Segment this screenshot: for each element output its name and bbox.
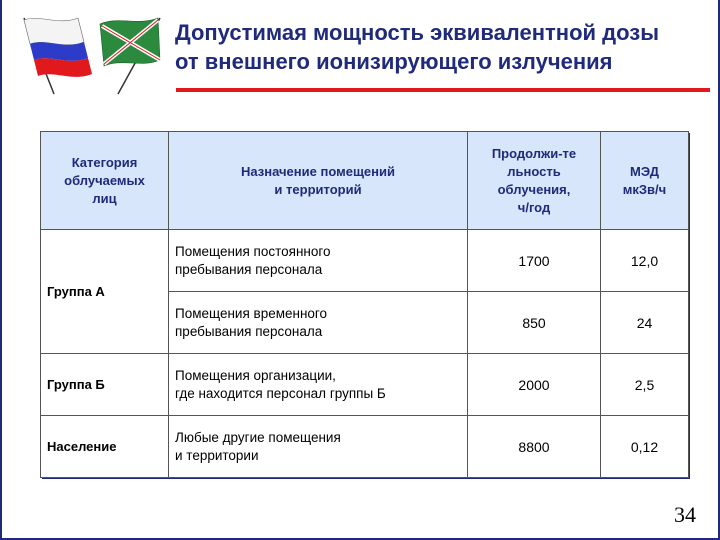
title-underline — [176, 88, 710, 92]
duration-cell: 8800 — [468, 416, 601, 478]
page-number: 34 — [674, 502, 696, 527]
header-med: МЭД мкЗв/ч — [601, 132, 689, 230]
purpose-cell: Помещения организации, где находится персонал группы Б — [169, 354, 468, 416]
title-line-2: от внешнего ионизирующего излучения — [175, 49, 613, 74]
purpose-cell: Любые другие помещения и территории — [169, 416, 468, 478]
duration-cell: 2000 — [468, 354, 601, 416]
border-guard-flag-icon — [100, 18, 160, 94]
header-duration: Продолжи-те льность облучения, ч/год — [468, 132, 601, 230]
table-row — [41, 354, 689, 416]
duration-cell: 850 — [468, 292, 601, 354]
flags-icon — [10, 12, 170, 98]
med-cell: 12,0 — [601, 230, 689, 292]
med-cell: 2,5 — [601, 354, 689, 416]
title-line-1: Допустимая мощность эквивалентной дозы — [175, 20, 659, 45]
header-category: Категория облучаемых лиц — [41, 132, 169, 230]
group-cell: Население — [41, 416, 169, 478]
med-cell: 24 — [601, 292, 689, 354]
purpose-cell: Помещения временного пребывания персонала — [169, 292, 468, 354]
table-row — [41, 230, 689, 292]
table-header-row — [41, 132, 689, 230]
table-row — [41, 416, 689, 478]
header-purpose: Назначение помещений и территорий — [169, 132, 468, 230]
russian-flag-icon — [24, 18, 92, 94]
dose-table — [40, 131, 689, 478]
group-cell: Группа Б — [41, 354, 169, 416]
med-cell: 0,12 — [601, 416, 689, 478]
dose-table-container — [40, 131, 688, 477]
group-cell: Группа А — [41, 230, 169, 354]
slide-title — [175, 18, 715, 76]
duration-cell: 1700 — [468, 230, 601, 292]
purpose-cell: Помещения постоянного пребывания персонала — [169, 230, 468, 292]
